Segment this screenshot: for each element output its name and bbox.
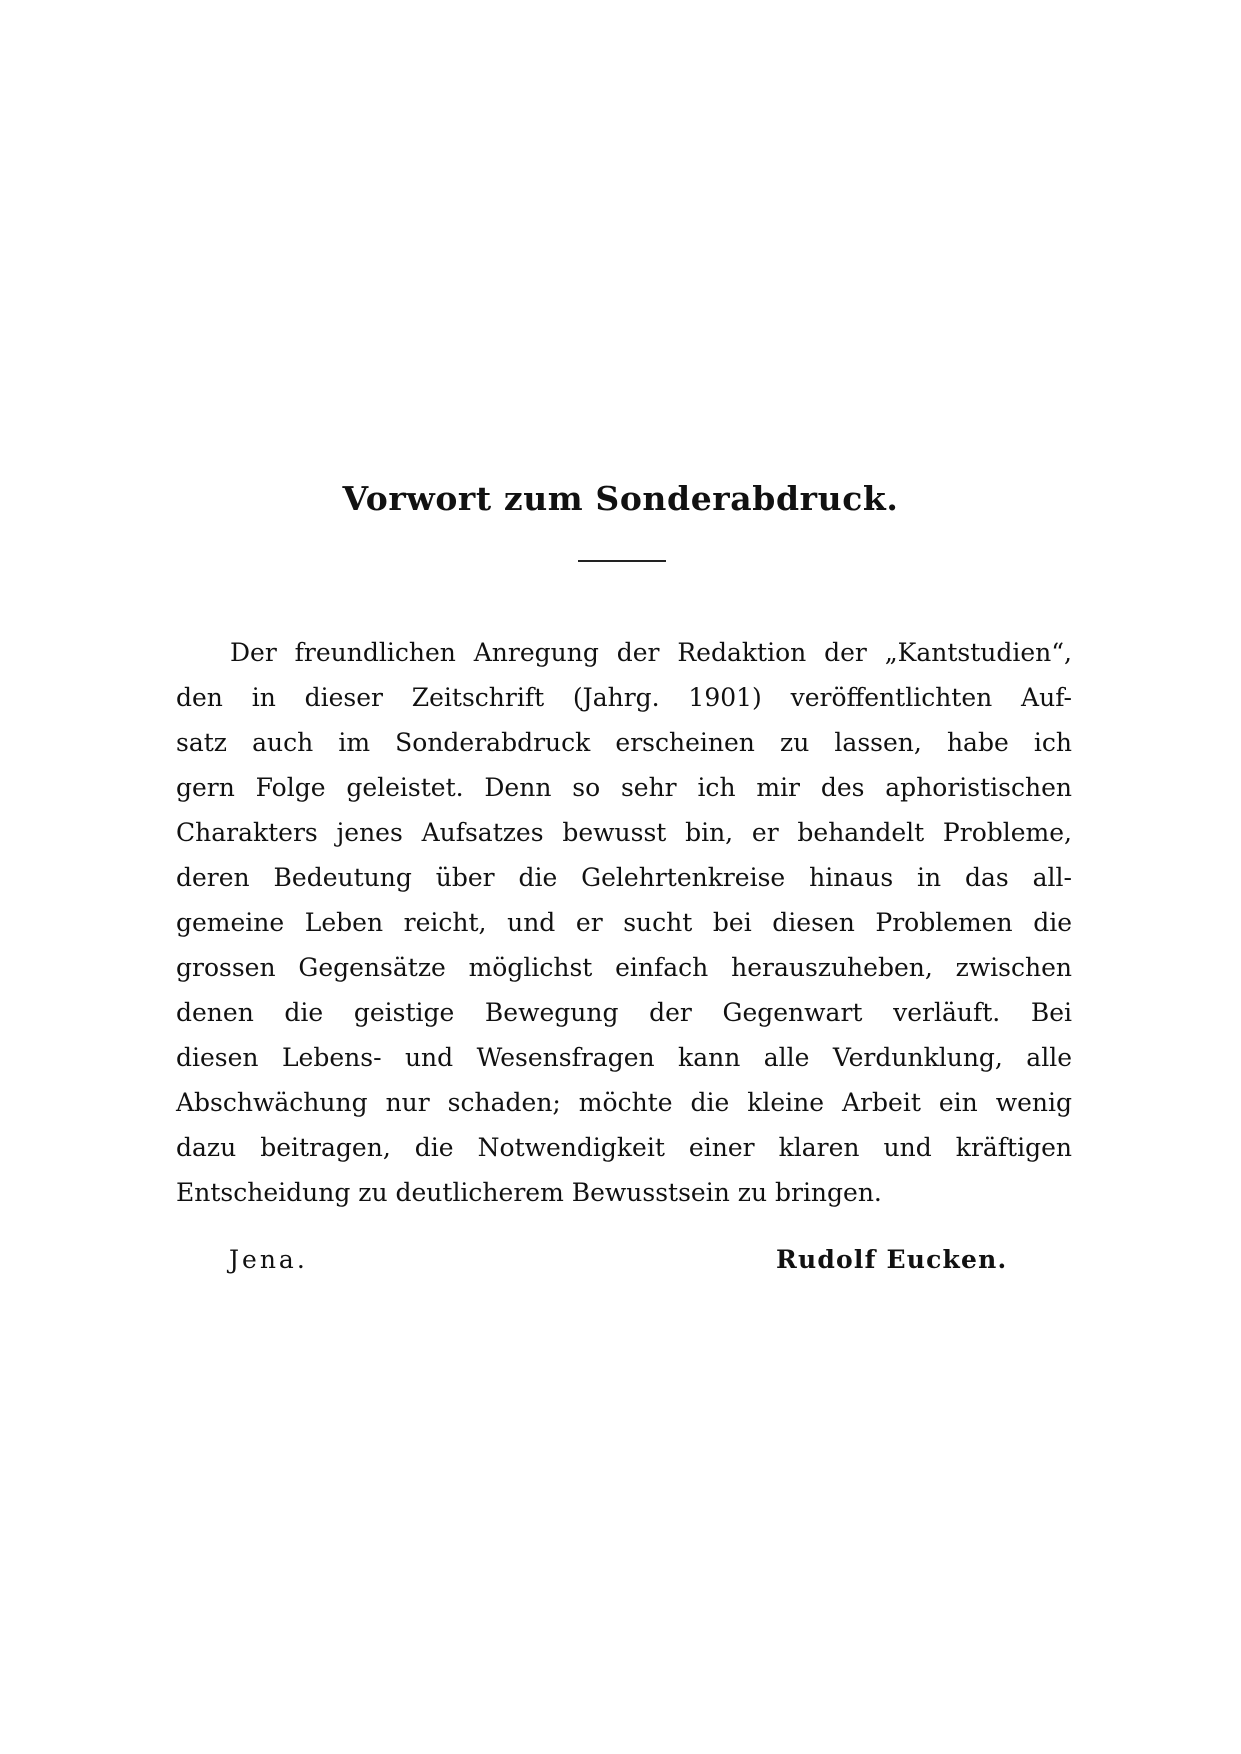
page-title: Vorwort zum Sonderabdruck.	[342, 479, 899, 518]
title-divider	[578, 560, 666, 562]
paragraph-line: Charakters jenes Aufsatzes bewusst bin, er behandelt Probleme,	[176, 818, 1072, 847]
signature-place: Jena.	[229, 1245, 308, 1274]
paragraph-line: diesen Lebens- und Wesensfragen kann alle Verdunklung, alle	[176, 1043, 1072, 1072]
paragraph-line: gemeine Leben reicht, und er sucht bei diesen Problemen die	[176, 908, 1072, 937]
paragraph-line: den in dieser Zeitschrift (Jahrg. 1901) veröffentlichten Auf-	[176, 683, 1072, 712]
paragraph-line: deren Bedeutung über die Gelehrtenkreise hinaus in das all-	[176, 863, 1072, 892]
paragraph-line: gern Folge geleistet. Denn so sehr ich mir des aphoristischen	[176, 773, 1072, 802]
paragraph-line: satz auch im Sonderabdruck erscheinen zu lassen, habe ich	[176, 728, 1072, 757]
paragraph-line: Entscheidung zu deutlicherem Bewusstsein zu bringen.	[176, 1178, 882, 1207]
paragraph-line: grossen Gegensätze möglichst einfach herauszuheben, zwischen	[176, 953, 1072, 982]
preface-paragraph	[176, 630, 1072, 1215]
paragraph-line: dazu beitragen, die Notwendigkeit einer klaren und kräftigen	[176, 1133, 1072, 1162]
paragraph-line: Abschwächung nur schaden; möchte die kleine Arbeit ein wenig	[176, 1088, 1072, 1117]
paragraph-line: Der freundlichen Anregung der Redaktion der „Kantstudien“,	[230, 638, 1072, 667]
paragraph-line: denen die geistige Bewegung der Gegenwart verläuft. Bei	[176, 998, 1072, 1027]
signature-author: Rudolf Eucken.	[776, 1245, 1008, 1274]
